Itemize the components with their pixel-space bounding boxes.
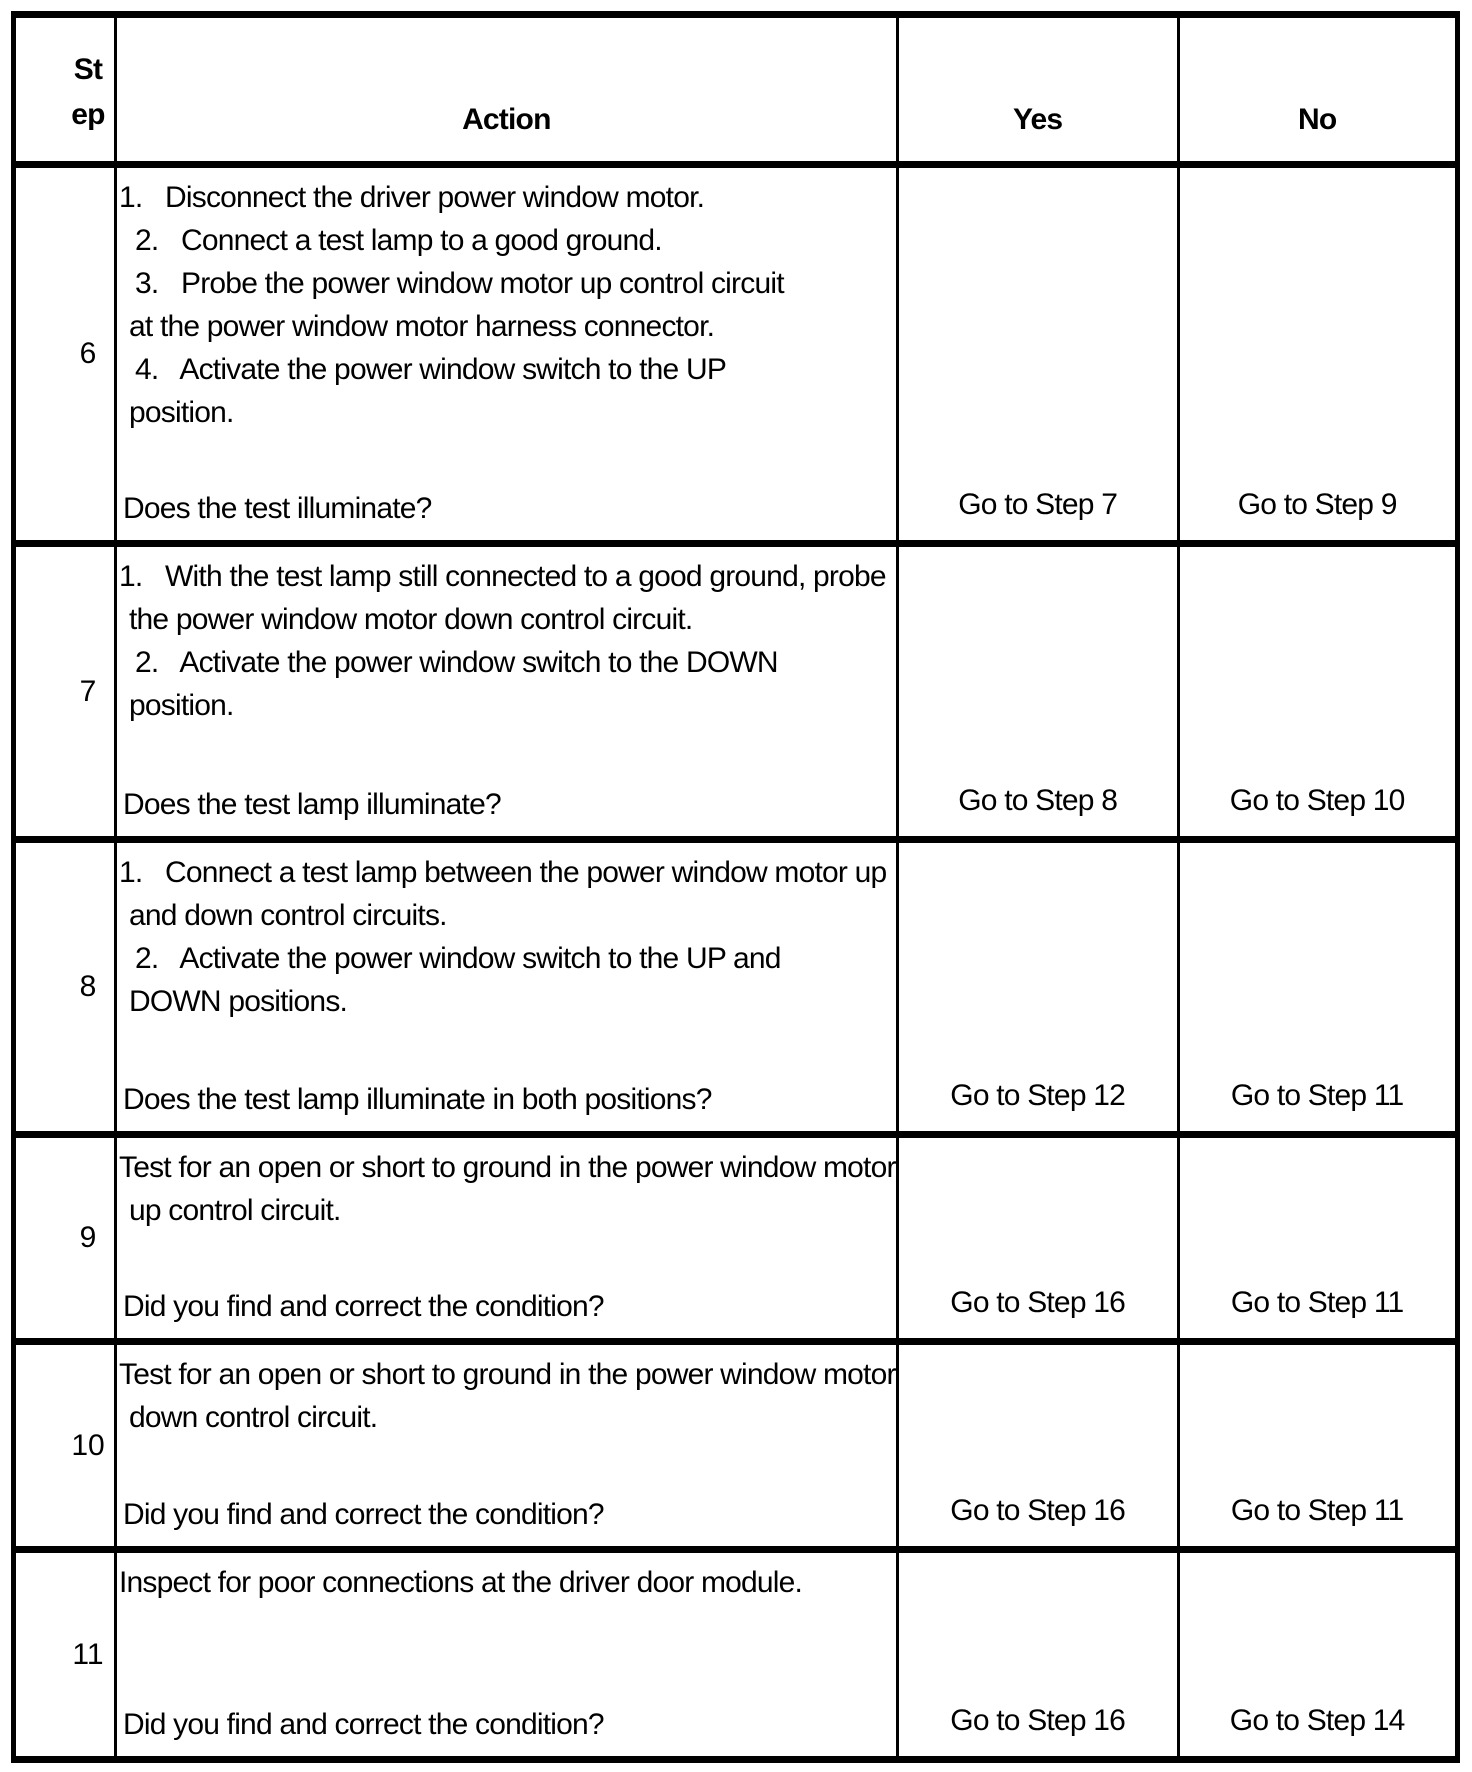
diagnostic-table: [11, 11, 1460, 1763]
no-goto: Go to Step 10: [1229, 784, 1405, 817]
step-number: 11: [14, 1550, 116, 1760]
action-line: the power window motor down control circuit.: [129, 603, 693, 636]
action-instructions: [117, 1138, 896, 1232]
action-line: Inspect for poor connections at the driver door module.: [119, 1566, 803, 1599]
header-no: No: [1178, 15, 1457, 165]
action-line: 1. With the test lamp still connected to a good ground, probe: [119, 560, 886, 593]
yes-cell: [897, 1342, 1178, 1550]
table-row: [14, 165, 1458, 544]
no-cell: [1178, 1342, 1457, 1550]
table-row: [14, 840, 1458, 1135]
step-number: 8: [14, 840, 116, 1135]
no-cell: [1178, 1135, 1457, 1342]
action-line: down control circuit.: [129, 1401, 378, 1434]
step-number: 6: [14, 165, 116, 544]
action-line: 2. Connect a test lamp to a good ground.: [135, 224, 662, 257]
yes-cell: [897, 1550, 1178, 1760]
action-line: DOWN positions.: [129, 985, 348, 1018]
action-instructions: [117, 1553, 896, 1604]
action-question: Does the test lamp illuminate in both positions?: [123, 1083, 712, 1116]
action-line: Test for an open or short to ground in the power window motor: [119, 1151, 896, 1184]
yes-goto: Go to Step 16: [950, 1704, 1126, 1737]
table-row: [14, 1550, 1458, 1760]
action-line: 4. Activate the power window switch to the UP: [135, 353, 727, 386]
yes-goto: Go to Step 8: [958, 784, 1118, 817]
no-cell: [1178, 840, 1457, 1135]
no-goto: Go to Step 9: [1237, 488, 1397, 521]
header-yes: Yes: [897, 15, 1178, 165]
table-row: [14, 1342, 1458, 1550]
action-line: up control circuit.: [129, 1194, 341, 1227]
action-question: Does the test illuminate?: [123, 492, 432, 525]
action-question: Did you find and correct the condition?: [123, 1708, 604, 1741]
action-instructions: [117, 168, 896, 434]
yes-goto: Go to Step 7: [958, 488, 1118, 521]
no-goto: Go to Step 11: [1230, 1494, 1404, 1527]
action-cell: [116, 544, 898, 840]
yes-cell: [897, 165, 1178, 544]
yes-cell: [897, 1135, 1178, 1342]
no-cell: [1178, 544, 1457, 840]
action-cell: [116, 1135, 898, 1342]
no-goto: Go to Step 11: [1230, 1286, 1404, 1319]
action-line: 2. Activate the power window switch to the UP and: [135, 942, 781, 975]
action-line: 3. Probe the power window motor up control circuit: [135, 267, 784, 300]
table-row: [14, 544, 1458, 840]
action-line: 2. Activate the power window switch to the DOWN: [135, 646, 778, 679]
action-instructions: [117, 1345, 896, 1439]
action-cell: [116, 1342, 898, 1550]
yes-cell: [897, 840, 1178, 1135]
yes-goto: Go to Step 12: [950, 1079, 1126, 1112]
header-row: [14, 15, 1458, 165]
yes-goto: Go to Step 16: [950, 1494, 1126, 1527]
no-cell: [1178, 165, 1457, 544]
action-question: Did you find and correct the condition?: [123, 1290, 604, 1323]
action-line: 1. Connect a test lamp between the power window motor up: [119, 856, 887, 889]
yes-cell: [897, 544, 1178, 840]
action-line: at the power window motor harness connector.: [129, 310, 715, 343]
action-line: position.: [129, 689, 234, 722]
table-row: [14, 1135, 1458, 1342]
action-line: and down control circuits.: [129, 899, 447, 932]
action-instructions: [117, 547, 896, 727]
action-line: Test for an open or short to ground in the power window motor: [119, 1358, 896, 1391]
header-step: [14, 15, 116, 165]
action-cell: [116, 840, 898, 1135]
no-goto: Go to Step 14: [1229, 1704, 1405, 1737]
step-number: 10: [14, 1342, 116, 1550]
action-question: Did you find and correct the condition?: [123, 1498, 604, 1531]
action-cell: [116, 165, 898, 544]
no-cell: [1178, 1550, 1457, 1760]
action-line: 1. Disconnect the driver power window motor.: [119, 181, 705, 214]
header-step-line2: ep: [71, 98, 105, 131]
action-line: position.: [129, 396, 234, 429]
action-cell: [116, 1550, 898, 1760]
header-step-line1: St: [73, 53, 103, 86]
action-question: Does the test lamp illuminate?: [123, 788, 501, 821]
action-instructions: [117, 843, 896, 1023]
step-number: 7: [14, 544, 116, 840]
no-goto: Go to Step 11: [1230, 1079, 1404, 1112]
step-number: 9: [14, 1135, 116, 1342]
header-action: Action: [116, 15, 898, 165]
yes-goto: Go to Step 16: [950, 1286, 1126, 1319]
